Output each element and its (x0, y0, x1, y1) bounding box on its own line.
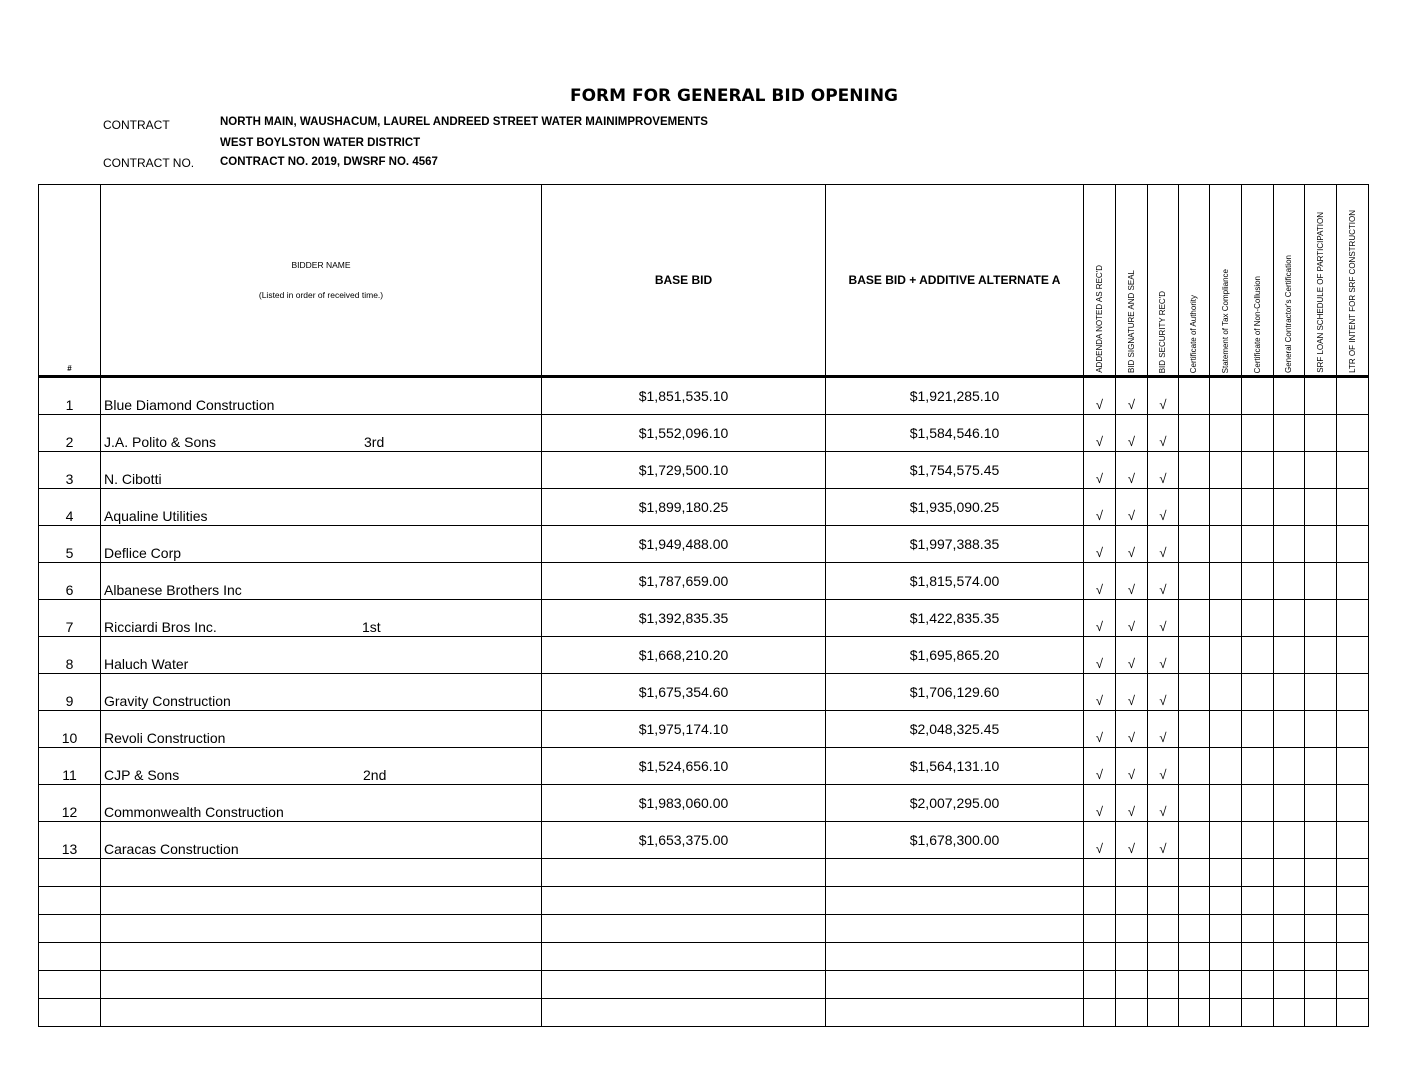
empty-cell (1305, 452, 1337, 489)
empty-cell (1305, 489, 1337, 526)
bidder-name (101, 785, 542, 822)
table-row (39, 415, 1369, 452)
header-num: # (39, 185, 101, 377)
header-bidder-name: BIDDER NAME (291, 260, 351, 270)
bidder-name-text: J.A. Polito & Sons (104, 434, 217, 450)
header-bidder-note: (Listed in order of received time.) (258, 290, 384, 300)
header-srf-intent-label: LTR OF INTENT FOR SRF CONSTRUCTION (1347, 210, 1357, 373)
bid-num: 6 (39, 563, 101, 600)
table-row (39, 600, 1369, 637)
empty-cell (1337, 377, 1369, 415)
empty-cell (1337, 600, 1369, 637)
base-bid: $1,787,659.00 (542, 563, 826, 600)
bid-rank: 3rd (364, 434, 385, 450)
empty-row (39, 971, 1369, 999)
bidder-name (101, 377, 542, 415)
header-srf-intent (1337, 185, 1369, 377)
empty-cell (1210, 637, 1242, 674)
base-bid: $1,949,488.00 (542, 526, 826, 563)
empty-cell (1337, 415, 1369, 452)
bidder-name-text: Albanese Brothers Inc (104, 582, 242, 598)
table-row (39, 711, 1369, 748)
contract-no-label: CONTRACT NO. (103, 156, 195, 170)
bid-num: 9 (39, 674, 101, 711)
empty-cell (1305, 377, 1337, 415)
empty-cell (1179, 674, 1210, 711)
empty-cell (1274, 563, 1305, 600)
header-signature-label: BID SIGNATURE AND SEAL (1126, 270, 1136, 373)
bidder-name (101, 600, 542, 637)
empty-cell (1305, 563, 1337, 600)
alt-bid: $2,048,325.45 (826, 711, 1084, 748)
empty-cell (1210, 489, 1242, 526)
table-row (39, 563, 1369, 600)
empty-cell (1337, 748, 1369, 785)
check-signature: √ (1116, 563, 1148, 600)
contract-owner: WEST BOYLSTON WATER DISTRICT (220, 137, 421, 149)
empty-cell (1337, 637, 1369, 674)
empty-cell (1242, 748, 1274, 785)
alt-bid: $1,935,090.25 (826, 489, 1084, 526)
bidder-name (101, 711, 542, 748)
bidder-name-text: Commonwealth Construction (104, 804, 284, 820)
empty-cell (1242, 415, 1274, 452)
alt-bid: $1,997,388.35 (826, 526, 1084, 563)
check-security: √ (1148, 415, 1179, 452)
check-signature: √ (1116, 822, 1148, 859)
bid-num: 3 (39, 452, 101, 489)
bidder-name-text: Haluch Water (104, 656, 189, 672)
header-collusion (1242, 185, 1274, 377)
table-row (39, 785, 1369, 822)
bid-num: 1 (39, 377, 101, 415)
empty-cell (1179, 489, 1210, 526)
base-bid: $1,524,656.10 (542, 748, 826, 785)
empty-cell (1274, 674, 1305, 711)
bidder-name-text: CJP & Sons (104, 767, 180, 783)
empty-cell (1337, 526, 1369, 563)
page-title: FORM FOR GENERAL BID OPENING (569, 86, 899, 106)
bidder-name (101, 674, 542, 711)
header-bidder (101, 185, 542, 377)
bidder-name-text: N. Cibotti (104, 471, 162, 487)
header-gc-cert-label: General Contractor's Certification (1284, 254, 1293, 373)
empty-cell (1210, 415, 1242, 452)
table-row (39, 637, 1369, 674)
header-addenda (1084, 185, 1116, 377)
alt-bid: $1,678,300.00 (826, 822, 1084, 859)
empty-cell (1274, 600, 1305, 637)
check-signature: √ (1116, 452, 1148, 489)
bid-num: 13 (39, 822, 101, 859)
empty-cell (1179, 452, 1210, 489)
empty-cell (1337, 822, 1369, 859)
empty-cell (1179, 711, 1210, 748)
check-signature: √ (1116, 637, 1148, 674)
bidder-name (101, 637, 542, 674)
bid-rank: 2nd (363, 767, 387, 783)
bid-num: 10 (39, 711, 101, 748)
check-addenda: √ (1084, 377, 1116, 415)
header-signature (1116, 185, 1148, 377)
header-gc-cert (1274, 185, 1305, 377)
bidder-name-text: Gravity Construction (104, 693, 231, 709)
check-addenda: √ (1084, 489, 1116, 526)
alt-bid: $1,695,865.20 (826, 637, 1084, 674)
empty-cell (1179, 526, 1210, 563)
empty-cell (1210, 822, 1242, 859)
check-security: √ (1148, 785, 1179, 822)
bidder-name (101, 526, 542, 563)
check-addenda: √ (1084, 600, 1116, 637)
table-row (39, 377, 1369, 415)
empty-row (39, 887, 1369, 915)
check-security: √ (1148, 822, 1179, 859)
empty-cell (1210, 377, 1242, 415)
empty-cell (1242, 526, 1274, 563)
check-signature: √ (1116, 600, 1148, 637)
bidder-name (101, 415, 542, 452)
header-alt-bid: BASE BID + ADDITIVE ALTERNATE A (826, 185, 1084, 377)
empty-cell (1210, 526, 1242, 563)
empty-cell (1274, 377, 1305, 415)
table-row (39, 748, 1369, 785)
empty-cell (1274, 452, 1305, 489)
empty-cell (1179, 415, 1210, 452)
empty-cell (1210, 711, 1242, 748)
empty-cell (1274, 711, 1305, 748)
check-signature: √ (1116, 674, 1148, 711)
empty-cell (1210, 600, 1242, 637)
table-row (39, 489, 1369, 526)
empty-row (39, 999, 1369, 1027)
table-row (39, 452, 1369, 489)
check-addenda: √ (1084, 563, 1116, 600)
empty-cell (1274, 637, 1305, 674)
bidder-name (101, 489, 542, 526)
alt-bid: $1,815,574.00 (826, 563, 1084, 600)
check-security: √ (1148, 489, 1179, 526)
header-base-bid: BASE BID (542, 185, 826, 377)
bid-num: 8 (39, 637, 101, 674)
header-row (39, 185, 1369, 377)
alt-bid: $1,754,575.45 (826, 452, 1084, 489)
empty-row (39, 859, 1369, 887)
check-addenda: √ (1084, 748, 1116, 785)
check-security: √ (1148, 563, 1179, 600)
empty-cell (1179, 377, 1210, 415)
base-bid: $1,552,096.10 (542, 415, 826, 452)
empty-cell (1210, 785, 1242, 822)
check-addenda: √ (1084, 526, 1116, 563)
empty-cell (1242, 822, 1274, 859)
header-authority (1179, 185, 1210, 377)
check-signature: √ (1116, 415, 1148, 452)
alt-bid: $1,706,129.60 (826, 674, 1084, 711)
check-signature: √ (1116, 785, 1148, 822)
empty-cell (1179, 600, 1210, 637)
table-row (39, 674, 1369, 711)
alt-bid: $1,422,835.35 (826, 600, 1084, 637)
base-bid: $1,668,210.20 (542, 637, 826, 674)
check-security: √ (1148, 674, 1179, 711)
check-security: √ (1148, 600, 1179, 637)
empty-cell (1242, 711, 1274, 748)
check-addenda: √ (1084, 452, 1116, 489)
empty-cell (1274, 748, 1305, 785)
bidder-name-text: Blue Diamond Construction (104, 397, 275, 413)
bidder-name (101, 748, 542, 785)
check-security: √ (1148, 526, 1179, 563)
bid-num: 12 (39, 785, 101, 822)
empty-cell (1179, 822, 1210, 859)
empty-cell (1210, 674, 1242, 711)
table-row (39, 822, 1369, 859)
empty-cell (1305, 637, 1337, 674)
header-authority-label: Certificate of Authority (1189, 294, 1198, 373)
empty-cell (1274, 526, 1305, 563)
empty-cell (1337, 785, 1369, 822)
table-row (39, 526, 1369, 563)
empty-cell (1242, 637, 1274, 674)
check-signature: √ (1116, 377, 1148, 415)
check-security: √ (1148, 377, 1179, 415)
empty-cell (1210, 748, 1242, 785)
empty-cell (1337, 711, 1369, 748)
empty-cell (1242, 674, 1274, 711)
base-bid: $1,729,500.10 (542, 452, 826, 489)
check-signature: √ (1116, 489, 1148, 526)
empty-cell (1305, 822, 1337, 859)
base-bid: $1,899,180.25 (542, 489, 826, 526)
bidder-name-text: Ricciardi Bros Inc. (104, 619, 217, 635)
empty-cell (1337, 452, 1369, 489)
empty-cell (1179, 637, 1210, 674)
bid-num: 5 (39, 526, 101, 563)
alt-bid: $2,007,295.00 (826, 785, 1084, 822)
alt-bid: $1,564,131.10 (826, 748, 1084, 785)
header-tax-label: Statement of Tax Compliance (1220, 268, 1230, 373)
check-security: √ (1148, 711, 1179, 748)
bidder-name-text: Caracas Construction (104, 841, 239, 857)
header-srf-schedule-label: SRF LOAN SCHEDULE OF PARTICIPATION (1315, 212, 1325, 373)
bid-num: 2 (39, 415, 101, 452)
empty-cell (1179, 563, 1210, 600)
base-bid: $1,392,835.35 (542, 600, 826, 637)
header-security (1148, 185, 1179, 377)
header-srf-schedule (1305, 185, 1337, 377)
check-security: √ (1148, 452, 1179, 489)
empty-cell (1305, 600, 1337, 637)
empty-cell (1242, 452, 1274, 489)
check-addenda: √ (1084, 415, 1116, 452)
empty-cell (1337, 489, 1369, 526)
check-signature: √ (1116, 748, 1148, 785)
empty-cell (1179, 785, 1210, 822)
empty-cell (1337, 674, 1369, 711)
header-security-label: BID SECURITY REC'D (1158, 290, 1167, 373)
bid-table (38, 184, 1369, 1027)
bidder-name (101, 563, 542, 600)
empty-row (39, 943, 1369, 971)
header-addenda-label: ADDENDA NOTED AS REC'D (1094, 265, 1104, 373)
empty-cell (1274, 415, 1305, 452)
empty-cell (1337, 563, 1369, 600)
empty-cell (1210, 563, 1242, 600)
base-bid: $1,675,354.60 (542, 674, 826, 711)
empty-cell (1242, 377, 1274, 415)
empty-cell (1274, 822, 1305, 859)
alt-bid: $1,921,285.10 (826, 377, 1084, 415)
empty-cell (1305, 785, 1337, 822)
contract-name: NORTH MAIN, WAUSHACUM, LAUREL ANDREED STREET WATER MAINIMPROVEMENTS (220, 116, 708, 128)
base-bid: $1,983,060.00 (542, 785, 826, 822)
header-tax (1210, 185, 1242, 377)
bidder-name-text: Revoli Construction (104, 730, 226, 746)
check-signature: √ (1116, 711, 1148, 748)
base-bid: $1,653,375.00 (542, 822, 826, 859)
empty-cell (1242, 785, 1274, 822)
bidder-name-text: Deflice Corp (104, 545, 182, 561)
empty-row (39, 915, 1369, 943)
alt-bid: $1,584,546.10 (826, 415, 1084, 452)
empty-cell (1242, 489, 1274, 526)
bidder-name (101, 822, 542, 859)
empty-cell (1210, 452, 1242, 489)
bid-num: 11 (39, 748, 101, 785)
check-addenda: √ (1084, 711, 1116, 748)
bidder-name (101, 452, 542, 489)
empty-cell (1242, 563, 1274, 600)
base-bid: $1,975,174.10 (542, 711, 826, 748)
check-signature: √ (1116, 526, 1148, 563)
bidder-name-text: Aqualine Utilities (104, 508, 208, 524)
empty-cell (1305, 526, 1337, 563)
check-security: √ (1148, 637, 1179, 674)
check-addenda: √ (1084, 822, 1116, 859)
contract-label: CONTRACT (103, 118, 170, 132)
empty-cell (1179, 748, 1210, 785)
empty-cell (1305, 711, 1337, 748)
contract-no: CONTRACT NO. 2019, DWSRF NO. 4567 (220, 156, 438, 168)
header-collusion-label: Certificate of Non-Collusion (1252, 275, 1262, 373)
base-bid: $1,851,535.10 (542, 377, 826, 415)
bid-num: 7 (39, 600, 101, 637)
empty-cell (1305, 674, 1337, 711)
check-security: √ (1148, 748, 1179, 785)
empty-cell (1274, 489, 1305, 526)
empty-cell (1242, 600, 1274, 637)
bid-rank: 1st (362, 619, 381, 635)
empty-cell (1305, 415, 1337, 452)
check-addenda: √ (1084, 674, 1116, 711)
empty-cell (1274, 785, 1305, 822)
bid-num: 4 (39, 489, 101, 526)
check-addenda: √ (1084, 785, 1116, 822)
check-addenda: √ (1084, 637, 1116, 674)
empty-cell (1305, 748, 1337, 785)
